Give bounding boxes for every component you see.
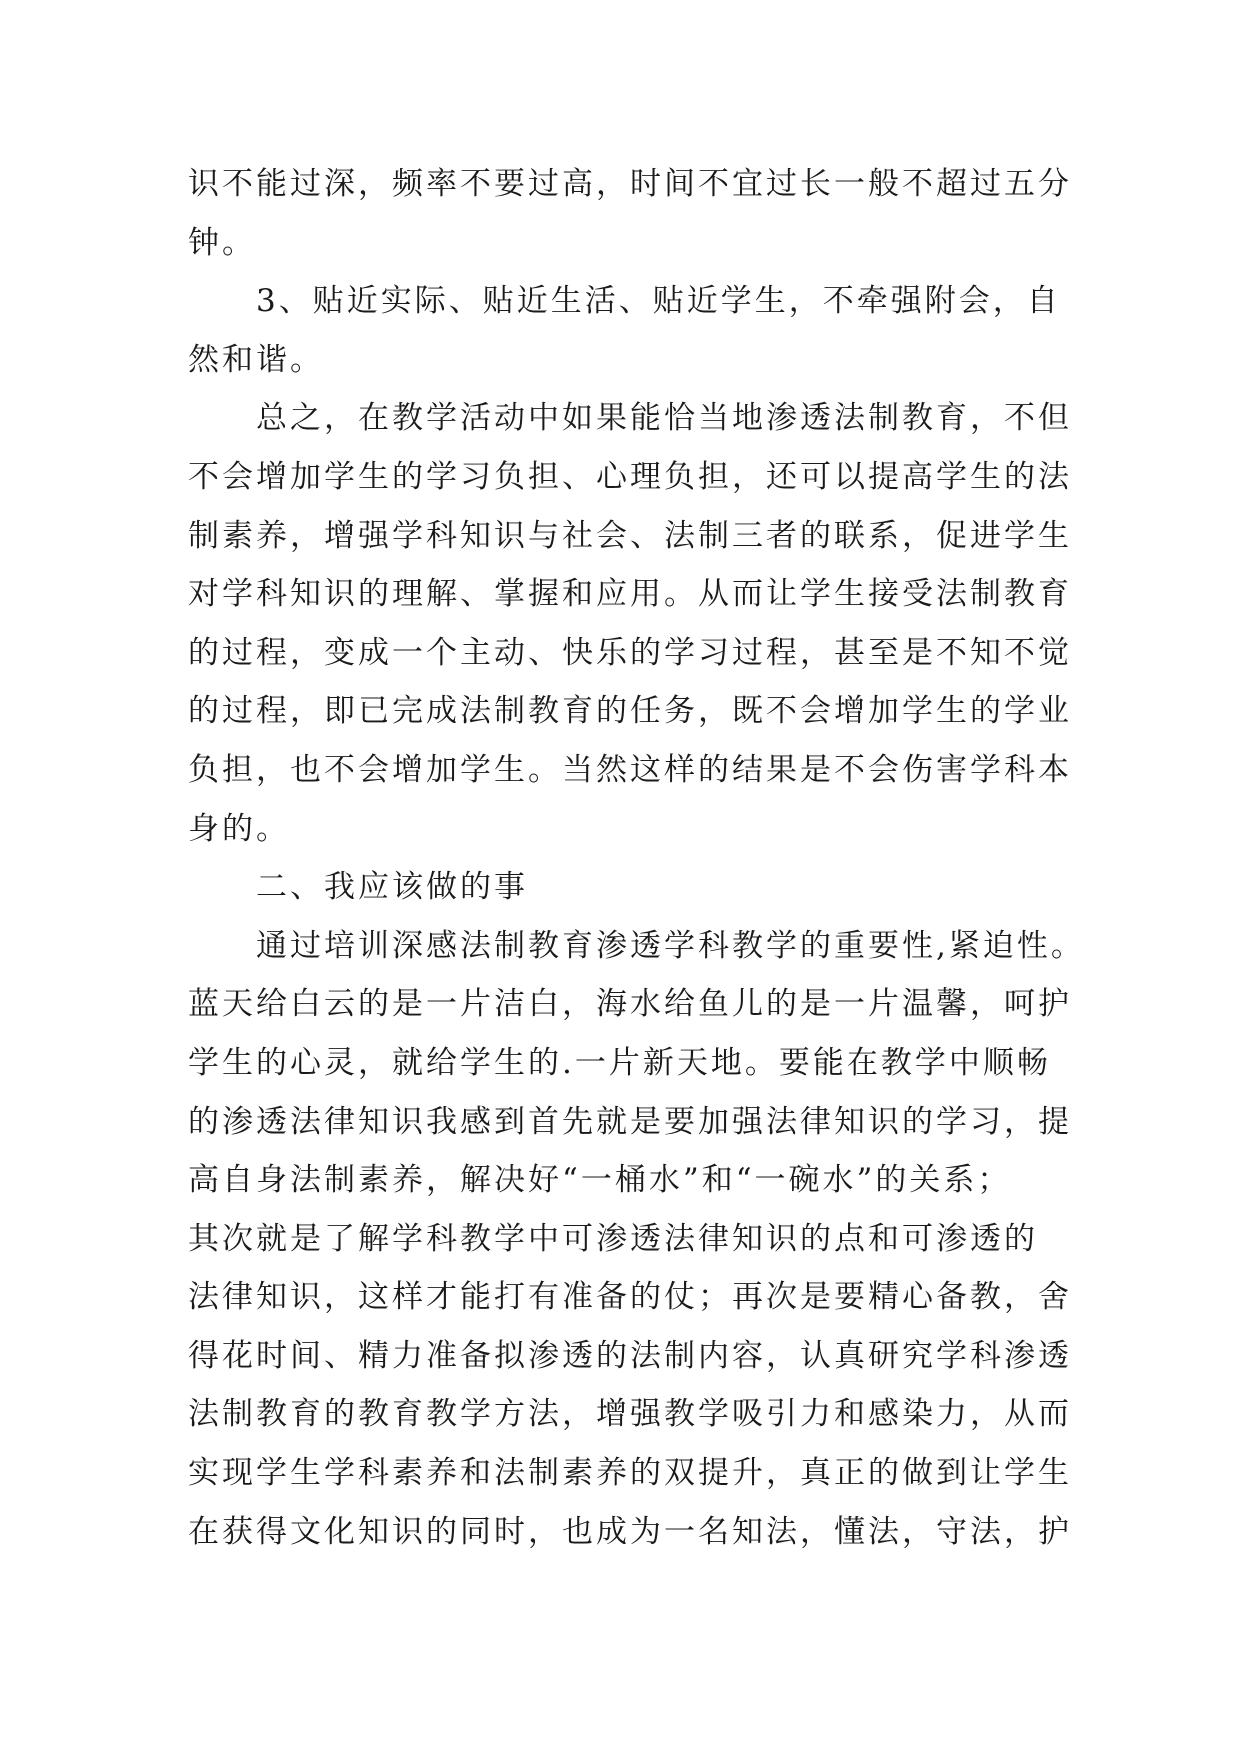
text-line: 蓝天给白云的是一片洁白，海水给鱼儿的是一片温馨，呵护 <box>188 986 1072 1023</box>
text-line: 身的。 <box>188 810 290 847</box>
text-line: 得花时间、精力准备拟渗透的法制内容，认真研究学科渗透 <box>188 1337 1072 1374</box>
section-paragraph-start: 通过培训深感法制教育渗透学科教学的重要性,紧迫性。 <box>256 927 1085 964</box>
text-line: 对学科知识的理解、掌握和应用。从而让学生接受法制教育 <box>188 576 1072 613</box>
text-line: 制素养，增强学科知识与社会、法制三者的联系，促进学生 <box>188 517 1072 554</box>
text-line: 不会增加学生的学习负担、心理负担，还可以提高学生的法 <box>188 458 1072 495</box>
text-line: 法制教育的教育教学方法，增强教学吸引力和感染力，从而 <box>188 1396 1072 1433</box>
text-line: 的过程，即已完成法制教育的任务，既不会增加学生的学业 <box>188 693 1072 730</box>
text-line: 实现学生学科素养和法制素养的双提升，真正的做到让学生 <box>188 1455 1072 1492</box>
text-line: 在获得文化知识的同时，也成为一名知法，懂法，守法，护 <box>188 1513 1072 1550</box>
text-line: 法律知识，这样才能打有准备的仗；再次是要精心备教，舍 <box>188 1279 1072 1316</box>
list-item-3: 3、贴近实际、贴近生活、贴近学生，不牵强附会，自 <box>256 283 1061 320</box>
summary-paragraph-start: 总之，在教学活动中如果能恰当地渗透法制教育，不但 <box>256 400 1072 437</box>
text-line: 高自身法制素养，解决好“一桶水”和“一碗水”的关系； <box>188 1162 1012 1199</box>
text-line: 的过程，变成一个主动、快乐的学习过程，甚至是不知不觉 <box>188 634 1072 671</box>
text-line: 其次就是了解学科教学中可渗透法律知识的点和可渗透的 <box>188 1220 1038 1257</box>
text-line: 然和谐。 <box>188 341 324 378</box>
text-line: 钟。 <box>188 224 256 261</box>
text-line: 的渗透法律知识我感到首先就是要加强法律知识的学习，提 <box>188 1103 1072 1140</box>
text-line: 识不能过深，频率不要过高，时间不宜过长一般不超过五分 <box>188 166 1072 202</box>
section-heading: 二、我应该做的事 <box>256 869 528 906</box>
text-line: 学生的心灵，就给学生的.一片新天地。要能在教学中顺畅 <box>188 1044 1051 1081</box>
text-line: 负担，也不会增加学生。当然这样的结果是不会伤害学科本 <box>188 751 1072 788</box>
document-body <box>188 155 1085 1561</box>
